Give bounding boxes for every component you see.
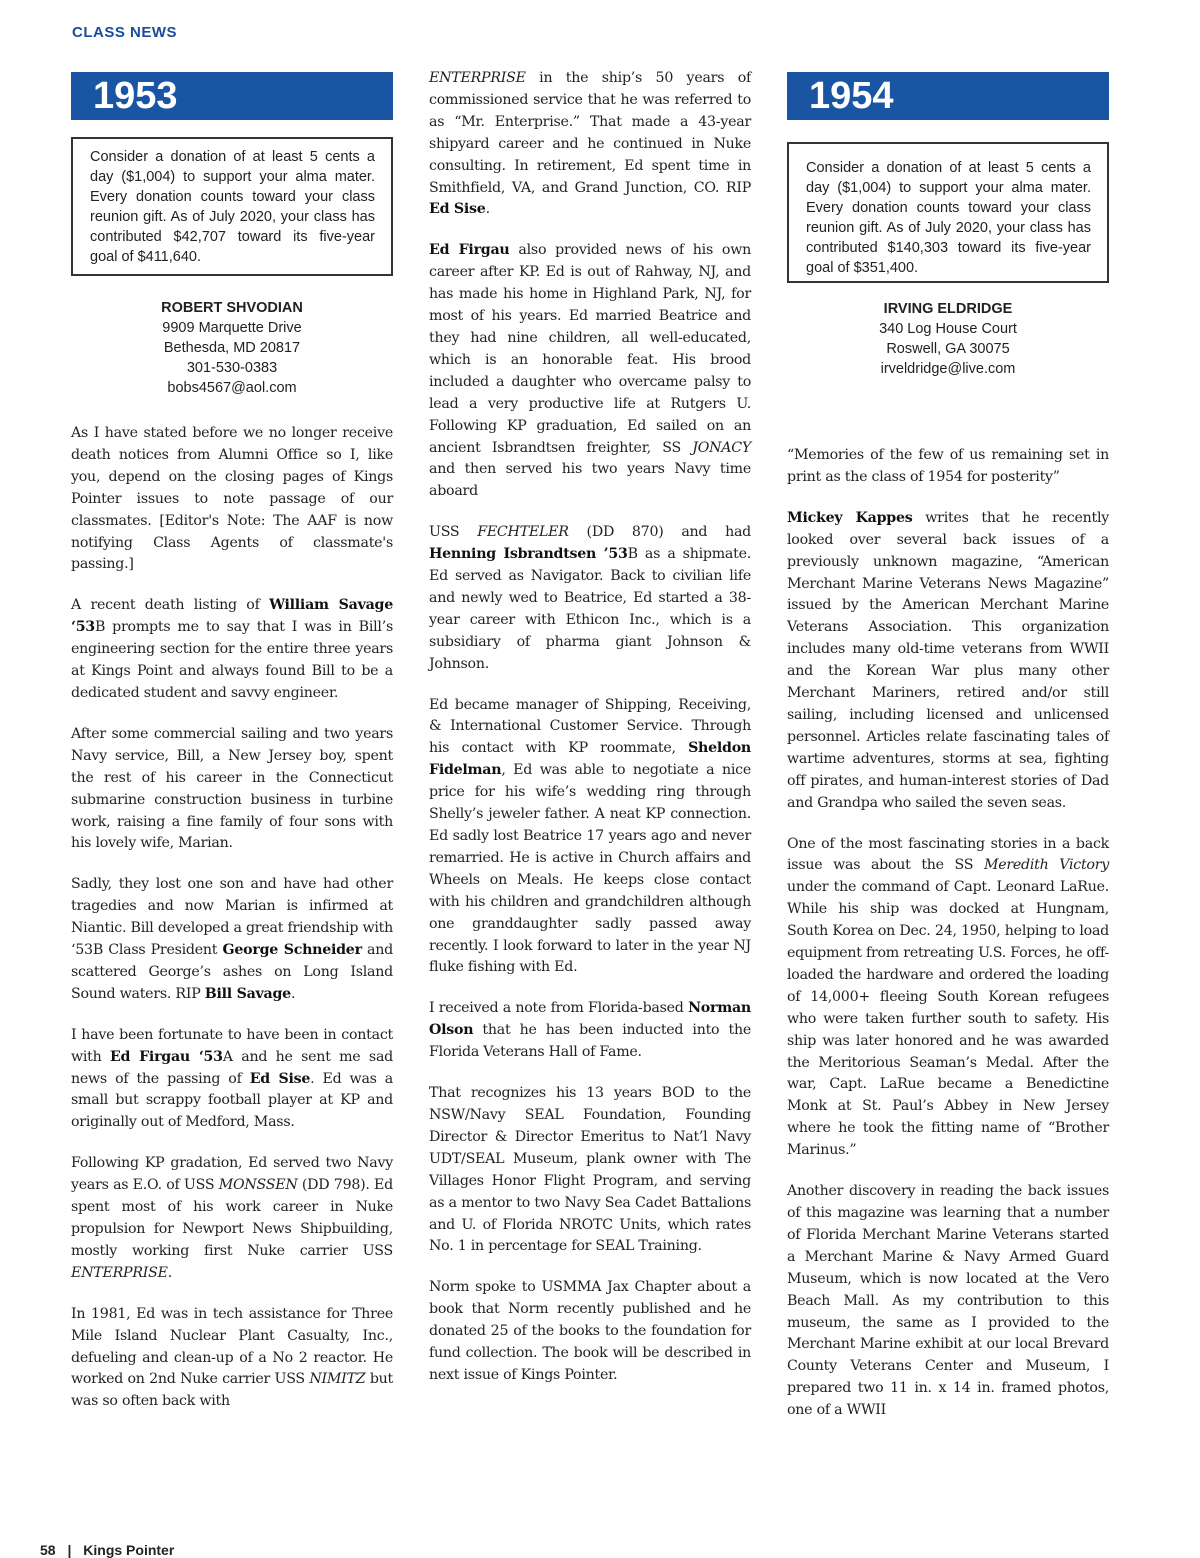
- class-agent-1954: [787, 299, 1109, 379]
- class-agent-1953: [71, 298, 393, 398]
- paragraph: “Memories of the few of us remaining set in print as the class of 1954 for posterity”: [787, 447, 1109, 485]
- paragraph: Another discovery in reading the back issues of this magazine was learning that a number of Florida Merchant Marine Veterans started a Merchant Marine & Navy Armed Guard Museum, which is now located at the Vero Beach Mall. As my contribution to this museum, the same as I provided to the Merchant Marine exhibit at our local Brevard County Veterans Center and Museum, I prepared two 11 in. x 14 in. framed photos, one of a WWII: [787, 1183, 1109, 1419]
- paragraph: USS FECHTELER (DD 870) and had Henning Isbrandtsen ’53B as a shipmate. Ed served as Navigator. Back to civilian life and newly wed to Beatrice, Ed started a 38-year career with Ethicon Inc., which is a subsidiary of pharma giant Johnson & Johnson.: [429, 524, 752, 672]
- agent-name: IRVING ELDRIDGE: [883, 301, 1013, 317]
- publication-name: Kings Pointer: [83, 1542, 175, 1558]
- paragraph: That recognizes his 13 years BOD to the NSW/Navy SEAL Foundation, Founding Director & Director Emeritus to Nat’l Navy UDT/SEAL Museum, plank owner with The Villages Honor Flight Program, and serving as a mentor to two Navy Sea Cadet Battalions and U. of Florida NROTC Units, which rates No. 1 in percentage for SEAL Training.: [429, 1085, 751, 1255]
- article-text-1953: [71, 423, 393, 1432]
- paragraph: After some commercial sailing and two years Navy service, Bill, a New Jersey boy, spent the rest of his career in the Connecticut submarine construction business in turbine work, raising a fine family of four sons with his lovely wife, Marian.: [71, 725, 393, 852]
- article-text-continued: [429, 68, 751, 1406]
- agent-address: 340 Log House Court: [879, 321, 1017, 337]
- agent-email[interactable]: irveldridge@live.com: [880, 361, 1016, 377]
- paragraph: Mickey Kappes writes that he recently looked over several back issues of a previously unknown magazine, “American Merchant Marine Veterans News Magazine” issued by the American Merchant Marine Veterans Association. This organization includes many old-time veterans from WWII and the Korean War plus many other Merchant Mariners, retired and/or still sailing, including licensed and unlicensed personnel. Articles relate fascinating tales of wartime adventures, storms at sea, fighting off pirates, and human-interest stories of Dad and Grandpa who sailed the seven seas.: [787, 509, 1110, 811]
- paragraph: Following KP gradation, Ed served two Navy years as E.O. of USS MONSSEN (DD 798). Ed spent most of his work career in Nuke propulsion for Newport News Shipbuilding, mostly working first Nuke carrier USS ENTERPRISE.: [71, 1155, 393, 1281]
- page-number: 58: [40, 1542, 56, 1558]
- paragraph: Sadly, they lost one son and have had other tragedies and now Marian is infirmed at Niantic. Bill developed a great friendship with ‘53B Class President George Schneider and scattered George’s ashes on Long Island Sound waters. RIP Bill Savage.: [71, 876, 393, 1002]
- year-banner-1953: 1953: [71, 72, 393, 120]
- paragraph: Norm spoke to USMMA Jax Chapter about a book that Norm recently published and he donated 25 of the books to the foundation for fund collection. The book will be described in next issue of Kings Pointer.: [429, 1279, 751, 1383]
- paragraph: ENTERPRISE in the ship’s 50 years of commissioned service that he was referred to as “Mr. Enterprise.” That made a 43-year shipyard career and he continued in Nuke consulting. In retirement, Ed spent time in Smithfield, VA, and Grand Junction, CO. RIP Ed Sise.: [429, 70, 751, 218]
- agent-address: 9909 Marquette Drive: [162, 320, 302, 336]
- section-label: CLASS NEWS: [72, 24, 178, 41]
- paragraph: One of the most fascinating stories in a back issue was about the SS Meredith Victory under the command of Capt. Leonard LaRue. While his ship was docked at Hungnam, South Korea on Dec. 24, 1950, helping to load equipment from retreating U.S. Forces, he off-loaded the hardware and ordered the loading of 14,000+ fleeing South Korean refugees who were taken further south to safety. His ship was later honored and he was awarded the Meritorious Seaman’s Medal. After the war, Capt. LaRue became a Benedictine Monk at St. Paul’s Abbey in New Jersey where he took the fitting name of “Brother Marinus.”: [787, 835, 1109, 1159]
- paragraph: In 1981, Ed was in tech assistance for Three Mile Island Nuclear Plant Casualty, Inc., defueling and clean-up of a No 2 reactor. He worked on 2nd Nuke carrier USS NIMITZ but was so often back with: [71, 1305, 393, 1410]
- paragraph: Ed became manager of Shipping, Receiving, & International Customer Service. Through his contact with KP roommate, Sheldon Fidelman, Ed was able to negotiate a nice price for his wife’s wedding ring through Shelly’s jeweler father. A neat KP connection. Ed sadly lost Beatrice 17 years ago and never remarried. He is active in Church affairs and Wheels on Meals. He keeps close contact with his children and grandchildren although one granddaughter sadly passed away recently. I look forward to later in the year NJ fluke fishing with Ed.: [429, 696, 751, 976]
- agent-city: Roswell, GA 30075: [886, 341, 1010, 357]
- donation-box-1953: Consider a donation of at least 5 cents a day ($1,004) to support your alma mater. Every donation counts toward your class reunion gift. As of July 2020, your class has contributed $42,707 toward its five-year goal of $411,640.: [71, 137, 393, 276]
- article-text-1954: [787, 445, 1109, 1441]
- footer-separator: |: [67, 1542, 72, 1558]
- paragraph: I received a note from Florida-based Norman Olson that he has been inducted into the Florida Veterans Hall of Fame.: [429, 1000, 751, 1061]
- page-footer: [40, 1542, 174, 1558]
- paragraph: As I have stated before we no longer receive death notices from Alumni Office so I, like you, depend on the closing pages of Kings Pointer issues to note passage of our classmates. [Editor's Note: The AAF is now notifying Class Agents of classmate's passing.]: [71, 425, 393, 573]
- paragraph: I have been fortunate to have been in contact with Ed Firgau ‘53A and he sent me sad news of the passing of Ed Sise. Ed was a small but scrappy football player at KP and originally out of Medford, Mass.: [71, 1026, 394, 1131]
- agent-email[interactable]: bobs4567@aol.com: [167, 380, 297, 396]
- agent-phone: 301-530-0383: [186, 360, 278, 376]
- donation-box-1954: Consider a donation of at least 5 cents a day ($1,004) to support your alma mater. Every donation counts toward your class reunion gift. As of July 2020, your class has contributed $140,303 toward its five-year goal of $351,400.: [787, 142, 1109, 283]
- agent-name: ROBERT SHVODIAN: [161, 300, 303, 316]
- agent-city: Bethesda, MD 20817: [163, 340, 301, 356]
- year-banner-1954: 1954: [787, 72, 1109, 120]
- paragraph: Ed Firgau also provided news of his own career after KP. Ed is out of Rahway, NJ, and has made his home in Highland Park, NJ, for most of his years. Ed married Beatrice and they had nine children, all well-educated, which is an honorable feat. His brood included a daughter who overcame palsy to lead a very productive life at Rutgers U. Following KP graduation, Ed sailed on an ancient Isbrandtsen freighter, SS JONACY and then served his two years Navy time aboard: [429, 242, 751, 500]
- paragraph: A recent death listing of William Savage ‘53B prompts me to say that I was in Bill’s engineering section for the entire three years at Kings Point and always found Bill to be a dedicated student and savvy engineer.: [71, 597, 393, 701]
